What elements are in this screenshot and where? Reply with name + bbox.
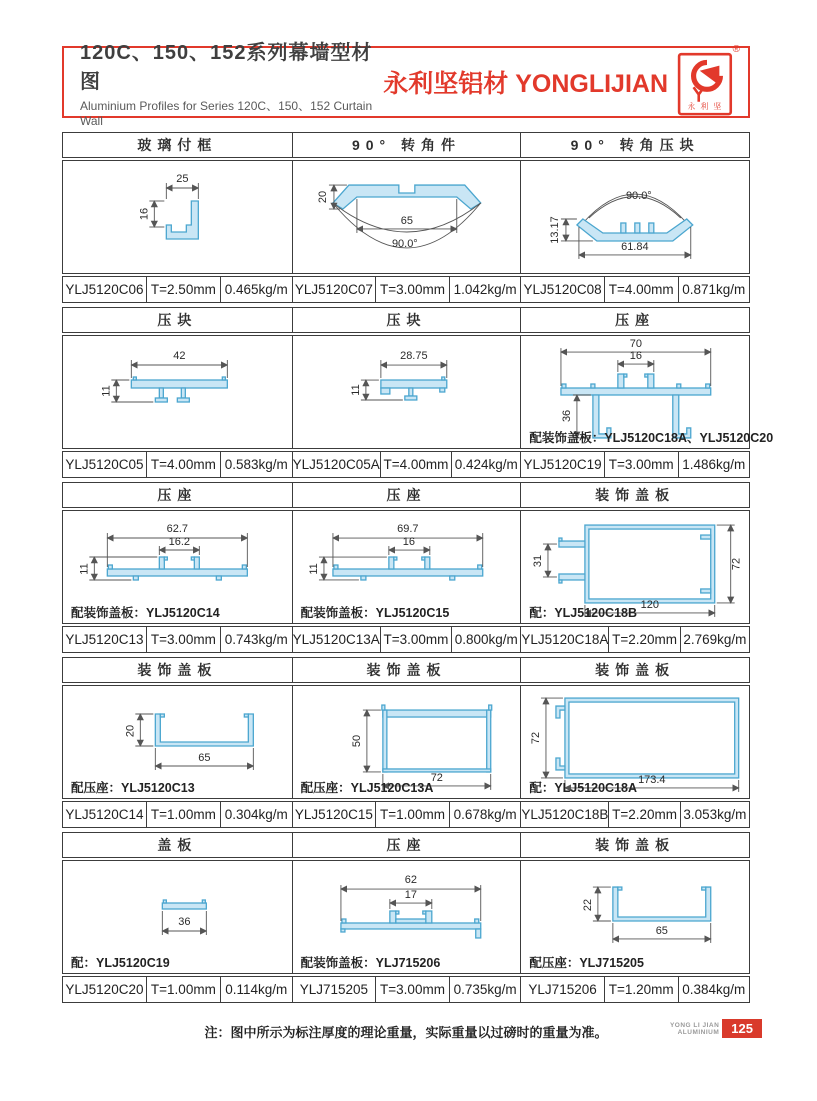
note-label: 配装饰盖板：YLJ5120C15 — [300, 606, 450, 620]
profile-row-3 — [62, 482, 750, 653]
cell-title: 压块 — [292, 308, 521, 332]
thickness-label: T=3.00mm — [375, 977, 449, 1002]
page-number: 125 — [722, 1019, 762, 1038]
dim-label: 173.4 — [638, 773, 666, 786]
profile-drawing-seat-c13a — [292, 511, 521, 623]
note-label: 配装饰盖板：YLJ715206 — [300, 956, 441, 970]
weight-label: 0.871kg/m — [678, 277, 749, 302]
note-label: 配：YLJ5120C18B — [529, 606, 638, 620]
cell-title: 压座 — [157, 487, 198, 503]
cell-title: 装饰盖板 — [520, 483, 749, 507]
dim-label: 16 — [138, 207, 151, 221]
footer-note: 注：图中所示为标注厚度的理论重量，实际重量以过磅时的重量为准。 — [204, 1025, 608, 1040]
model-label: YLJ5120C06 — [65, 282, 144, 297]
note-label: 配压座：YLJ5120C13A — [300, 781, 434, 795]
profile-drawing-seat-715205 — [292, 861, 521, 973]
note-label: 配装饰盖板：YLJ5120C18A、YLJ5120C20 — [529, 431, 774, 445]
cell-title: 压座 — [292, 833, 521, 857]
weight-label: 0.583kg/m — [220, 452, 292, 477]
dim-label: 16.2 — [168, 536, 191, 548]
dim-label: 42 — [173, 350, 186, 362]
dim-label: 65 — [656, 924, 669, 937]
page-subtitle: Aluminium Profiles for Series 120C、150、152 Curtain Wall — [80, 99, 373, 128]
dim-label: 90.0° — [391, 237, 418, 250]
dim-label: 50 — [350, 734, 363, 748]
profile-drawing-cover-c15 — [292, 686, 521, 798]
weight-label: 0.735kg/m — [449, 977, 520, 1002]
profile-row-2 — [62, 307, 774, 478]
weight-label: 0.743kg/m — [220, 627, 292, 652]
thickness-label: T=1.00mm — [375, 802, 449, 827]
footer-brand — [670, 1022, 719, 1036]
profile-drawing-cover-c20 — [63, 861, 292, 973]
cell-title: 装饰盖板 — [520, 833, 749, 857]
brand-text — [383, 64, 668, 100]
model-label: YLJ5120C05A — [292, 457, 380, 472]
weight-label: 0.678kg/m — [449, 802, 520, 827]
header — [62, 42, 750, 128]
brand-block — [383, 44, 740, 116]
thickness-label: T=3.00mm — [604, 452, 678, 477]
model-label: YLJ5120C05 — [65, 457, 144, 472]
dim-label: 70 — [630, 338, 643, 351]
thickness-label: T=2.20mm — [608, 627, 679, 652]
cell-title: 玻璃付框 — [137, 137, 218, 153]
model-label: YLJ5120C07 — [294, 282, 373, 297]
weight-label: 0.384kg/m — [678, 977, 749, 1002]
dim-label: 16 — [630, 350, 643, 363]
cell-title: 装饰盖板 — [520, 658, 749, 682]
dim-label: 90.0° — [626, 190, 653, 203]
profile-drawing-corner-piece — [292, 161, 521, 273]
logo-svg — [676, 48, 738, 120]
thickness-label: T=1.00mm — [146, 802, 220, 827]
cell-title: 90° 转角件 — [292, 133, 521, 157]
logo-text: 永利坚 — [687, 101, 727, 111]
model-label: YLJ5120C13 — [65, 632, 144, 647]
dim-label: 11 — [100, 385, 113, 397]
cell-title: 压座 — [292, 483, 521, 507]
cell-title: 90° 转角压块 — [520, 133, 749, 157]
model-label: YLJ5120C18A — [521, 632, 609, 647]
profile-drawing-cover-c18a — [520, 511, 749, 623]
thickness-label: T=1.00mm — [146, 977, 220, 1002]
thickness-label: T=4.00mm — [146, 452, 220, 477]
dim-label: 62 — [404, 874, 417, 887]
dim-label: 120 — [640, 598, 660, 611]
model-label: YLJ715206 — [528, 982, 597, 997]
dim-label: 20 — [316, 190, 329, 204]
brand-cn: 永利坚铝材 — [383, 70, 509, 98]
profile-svg — [63, 336, 292, 448]
note-label: 配压座：YLJ715205 — [529, 956, 644, 970]
thickness-label: T=2.50mm — [146, 277, 220, 302]
note-label: 配：YLJ5120C19 — [71, 956, 170, 970]
profile-drawing-cover-715206 — [520, 861, 749, 973]
weight-label: 1.486kg/m — [678, 452, 749, 477]
profile-row-4 — [62, 657, 750, 828]
profile-drawing-cover-c14 — [63, 686, 292, 798]
weight-label: 0.465kg/m — [220, 277, 292, 302]
thickness-label: T=1.20mm — [604, 977, 678, 1002]
dim-label: 62.7 — [166, 523, 189, 535]
weight-label: 0.304kg/m — [220, 802, 292, 827]
dim-label: 36 — [561, 409, 574, 423]
dim-label: 28.75 — [399, 350, 428, 363]
registered-mark: ® — [732, 44, 740, 55]
footer — [62, 1019, 753, 1045]
model-label: YLJ5120C18B — [521, 807, 609, 822]
dim-label: 65 — [400, 214, 413, 227]
weight-label: 0.800kg/m — [451, 627, 520, 652]
cell-title: 装饰盖板 — [137, 662, 218, 678]
weight-label: 0.424kg/m — [451, 452, 520, 477]
profile-row-5 — [62, 832, 750, 1003]
profile-svg — [521, 161, 749, 273]
dim-label: 22 — [582, 898, 595, 912]
header-titles — [80, 36, 383, 128]
note-label: 配压座：YLJ5120C13 — [71, 781, 195, 795]
model-label: YLJ5120C15 — [294, 807, 373, 822]
dim-label: 25 — [176, 173, 189, 185]
profile-drawing-seat-c19 — [520, 336, 774, 448]
thickness-label: T=4.00mm — [380, 452, 451, 477]
dim-label: 16 — [402, 536, 415, 549]
profile-drawing-cover-c18b — [520, 686, 749, 798]
profile-row-1 — [62, 132, 750, 303]
page-title: 120C、150、152系列幕墙型材图 — [80, 42, 373, 93]
thickness-label: T=3.00mm — [375, 277, 449, 302]
dim-label: 13.17 — [549, 216, 562, 244]
note-label: 配装饰盖板：YLJ5120C14 — [71, 606, 220, 620]
profile-drawing-glass-subframe — [63, 161, 292, 273]
model-label: YLJ5120C14 — [65, 807, 144, 822]
thickness-label: T=2.20mm — [608, 802, 679, 827]
thickness-label: T=4.00mm — [604, 277, 678, 302]
profile-drawing-corner-clamp — [520, 161, 749, 273]
profile-svg — [63, 161, 292, 273]
dim-label: 31 — [532, 554, 545, 568]
profile-svg — [293, 336, 521, 448]
dim-label: 36 — [178, 916, 191, 928]
page-number-block — [670, 1019, 762, 1038]
model-label: YLJ5120C13A — [292, 632, 380, 647]
weight-label: 0.114kg/m — [220, 977, 292, 1002]
profile-drawing-clamp-c05a — [292, 336, 521, 448]
dim-label: 11 — [307, 563, 320, 575]
dim-label: 72 — [430, 771, 443, 784]
profile-svg — [293, 161, 521, 273]
note-label: 配：YLJ5120C18A — [529, 781, 638, 795]
dim-label: 72 — [731, 557, 744, 571]
model-label: YLJ715205 — [299, 982, 369, 997]
dim-label: 72 — [530, 731, 543, 745]
model-label: YLJ5120C20 — [65, 982, 144, 997]
dim-label: 65 — [198, 752, 211, 764]
model-label: YLJ5120C08 — [523, 282, 602, 297]
thickness-label: T=3.00mm — [380, 627, 451, 652]
brand-logo-icon — [676, 44, 740, 116]
cell-title: 压块 — [157, 312, 198, 328]
thickness-label: T=3.00mm — [146, 627, 220, 652]
cell-title: 压座 — [520, 308, 749, 332]
weight-label: 1.042kg/m — [449, 277, 520, 302]
dim-label: 61.84 — [621, 240, 649, 253]
footer-brand-line1: YONG LI JIAN — [669, 1021, 720, 1029]
cell-title: 装饰盖板 — [292, 658, 521, 682]
dim-label: 69.7 — [396, 523, 419, 536]
catalog-page — [62, 42, 774, 1045]
weight-label: 2.769kg/m — [680, 627, 749, 652]
model-label: YLJ5120C19 — [523, 457, 602, 472]
cell-title: 盖板 — [157, 837, 198, 853]
weight-label: 3.053kg/m — [680, 802, 749, 827]
brand-en: YONGLIJIAN — [515, 70, 668, 98]
dim-label: 11 — [78, 563, 91, 575]
dim-label: 11 — [349, 384, 362, 396]
profile-drawing-seat-c13 — [63, 511, 292, 623]
dim-label: 17 — [404, 889, 417, 902]
dim-label: 20 — [124, 724, 137, 738]
profile-drawing-clamp-c05 — [63, 336, 292, 448]
footer-brand-line2: ALUMINIUM — [677, 1028, 720, 1036]
